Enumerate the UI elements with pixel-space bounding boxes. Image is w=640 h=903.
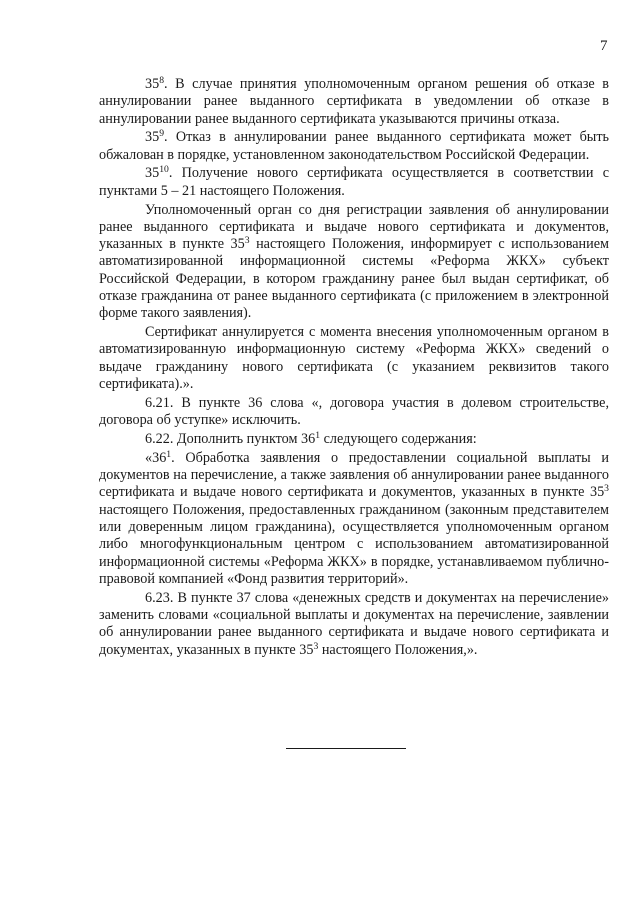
paragraph-text: настоящего Положения, информирует с использованием автоматизированной информационной системы «Реформа ЖКХ» субъект Российской Федерации, в котором гражданину ранее был выдан сертификат, об отказе гражданина от ранее выданного сертификата (с приложением в электронной форме такого заявления). [99,236,610,322]
paragraph-text: . Получение нового сертификата осуществляется в соответствии с пунктами 5 – 21 настоящего Положения. [99,165,609,199]
paragraph [99,202,609,323]
paragraph-text: 6.23. В пункте 37 слова «денежных средств и документах на перечисление» заменить словами «социальной выплаты и документах на перечисление, заявлении об аннулировании ранее выданного сертификата и выдаче нового сертификата и документах, указанных в пункте 35 [99,589,609,658]
paragraph [99,590,609,659]
paragraph [99,165,609,200]
paragraph-text: «36 [145,449,167,466]
paragraph-text: настоящего Положения, предоставленных гражданином (законным представителем или доверенным лицом гражданина), осуществляется уполномоченным органом либо многофункциональным центром с использованием автоматизированной информационной системы «Реформа ЖКХ» в порядке, устанавливаемом публично-правовой компанией «Фонд развития территорий». [99,501,609,587]
paragraph [99,324,609,393]
paragraph-text: . В случае принятия уполномоченным органом решения об отказе в аннулировании ранее выданного сертификата в уведомлении об отказе в аннулировании ранее выданного сертификата указываются причины отказа. [99,76,609,127]
superscript-index: 8 [159,75,165,87]
superscript-index: 10 [159,164,169,176]
paragraph-text: 6.21. В пункте 36 слова «, договора участия в долевом строительстве, договора об уступке» исключить. [99,394,609,429]
document-body [99,76,609,660]
paragraph-text: Уполномоченный орган со дня регистрации заявления об аннулировании ранее выданного сертификата и выдаче нового сертификата и документов, указанных в пункте 35 [99,201,609,253]
paragraph [99,431,609,448]
superscript-index: 9 [159,128,165,140]
paragraph-text: следующего содержания: [320,430,477,447]
paragraph-text: Сертификат аннулируется с момента внесения уполномоченным органом в автоматизированную информационную систему «Реформа ЖКХ» сведений о выдаче гражданину нового сертификата (с указанием реквизитов такого сертификата).». [99,324,609,393]
paragraph-text: . Обработка заявления о предоставлении социальной выплаты и документов на перечисление, а также заявления об аннулировании ранее выданного сертификата и выдаче нового сертификата и документов, указанных в пункте 35 [99,449,609,501]
paragraph [99,129,609,164]
paragraph [99,395,609,430]
superscript-index: 1 [315,430,321,442]
paragraph-text: настоящего Положения,». [318,641,478,658]
paragraph-text: 35 [145,76,160,92]
paragraph [99,450,609,588]
paragraph-text: 35 [145,165,160,182]
superscript-index: 3 [244,235,250,247]
paragraph-text: . Отказ в аннулировании ранее выданного сертификата может быть обжалован в порядке, установленном законодательством Российской Федерации. [99,129,609,163]
end-divider [286,748,406,749]
superscript-index: 3 [313,640,319,652]
page-number: 7 [600,38,608,54]
superscript-index: 1 [166,448,172,460]
paragraph-text: 6.22. Дополнить пунктом 36 [145,430,316,447]
superscript-index: 3 [604,483,609,495]
paragraph [99,76,609,128]
paragraph-text: 35 [145,129,160,146]
